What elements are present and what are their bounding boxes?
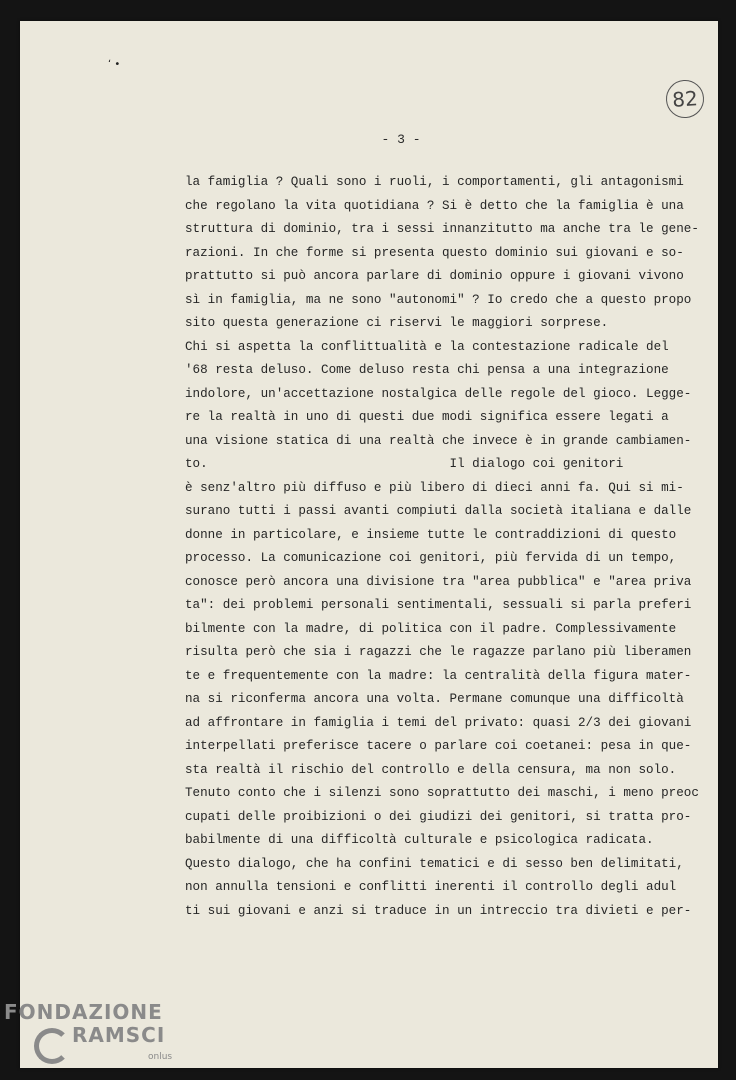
text-line: razioni. In che forme si presenta questo dominio sui giovani e so- [185, 245, 684, 260]
text-line: Tenuto conto che i silenzi sono soprattutto dei maschi, i meno preoc [185, 786, 699, 800]
text-line: Chi si aspetta la conflittualità e la contestazione radicale del [185, 339, 669, 354]
text-line: te e frequentemente con la madre: la centralità della figura mater- [185, 668, 692, 683]
text-line: sito questa generazione ci riservi le maggiori sorprese. [185, 316, 609, 330]
text-line: prattutto si può ancora parlare di dominio oppure i giovani vivono [185, 269, 684, 283]
text-line: la famiglia ? Quali sono i ruoli, i comportamenti, gli antagonismi [185, 175, 684, 189]
text-line: risulta però che sia i ragazzi che le ragazze parlano più liberamen [185, 645, 692, 659]
watermark-suffix: onlus [148, 1052, 173, 1062]
text-line: interpellati preferisce tacere o parlare coi coetanei: pesa in que- [185, 739, 692, 753]
text-line: una visione statica di una realtà che invece è in grande cambiamen- [185, 433, 692, 448]
text-line: ad affrontare in famiglia i temi del privato: quasi 2/3 dei giovani [185, 715, 692, 730]
text-line: indolore, un'accettazione nostalgica delle regole del gioco. Legge- [185, 386, 692, 401]
text-line: ti sui giovani e anzi si traduce in un intreccio tra divieti e per- [185, 903, 692, 918]
text-line: re la realtà in uno di questi due modi significa essere legati a [185, 410, 669, 424]
text-line: donne in particolare, e insieme tutte le contraddizioni di questo [185, 527, 677, 542]
margin-mark: ʻ • [108, 59, 121, 70]
text-line: struttura di dominio, tra i sessi innanzitutto ma anche tra le gene- [185, 222, 699, 236]
text-line: bilmente con la madre, di politica con il padre. Complessivamente [185, 621, 677, 636]
handwritten-page-annotation: 82 [665, 79, 706, 120]
typewritten-body [185, 171, 699, 923]
text-line: che regolano la vita quotidiana ? Si è detto che la famiglia è una [185, 198, 684, 213]
text-line: to. Il dialogo coi genitori [185, 457, 624, 471]
watermark-line2: RAMSCI [72, 1023, 166, 1047]
text-line: cupati delle proibizioni o dei giudizi dei genitori, si tratta pro- [185, 809, 692, 824]
text-line: processo. La comunicazione coi genitori, più fervida di un tempo, [185, 551, 677, 565]
text-line: sta realtà il rischio del controllo e della censura, ma non solo. [185, 762, 677, 777]
g-logo-icon [34, 1028, 70, 1064]
text-line: conosce però ancora una divisione tra "area pubblica" e "area priva [185, 574, 692, 589]
text-line: surano tutti i passi avanti compiuti dalla società italiana e dalle [185, 504, 692, 518]
watermark-logo [2, 996, 187, 1076]
text-line: '68 resta deluso. Come deluso resta chi pensa a una integrazione [185, 363, 669, 377]
text-line: ta": dei problemi personali sentimentali, sessuali si parla preferi [185, 598, 692, 612]
text-line: babilmente di una difficoltà culturale e psicologica radicata. [185, 833, 654, 847]
watermark-line1: FONDAZIONE [4, 1000, 163, 1024]
text-line: Questo dialogo, che ha confini tematici e di sesso ben delimitati, [185, 856, 684, 871]
text-line: sì in famiglia, ma ne sono "autonomi" ? Io credo che a questo propo [185, 292, 692, 307]
text-line: non annulla tensioni e conflitti inerenti il controllo degli adul [185, 880, 677, 894]
text-line: è senz'altro più diffuso e più libero di dieci anni fa. Qui si mi- [185, 480, 684, 495]
page-number: - 3 - [381, 132, 421, 147]
text-line: na si riconferma ancora una volta. Permane comunque una difficoltà [185, 692, 684, 706]
